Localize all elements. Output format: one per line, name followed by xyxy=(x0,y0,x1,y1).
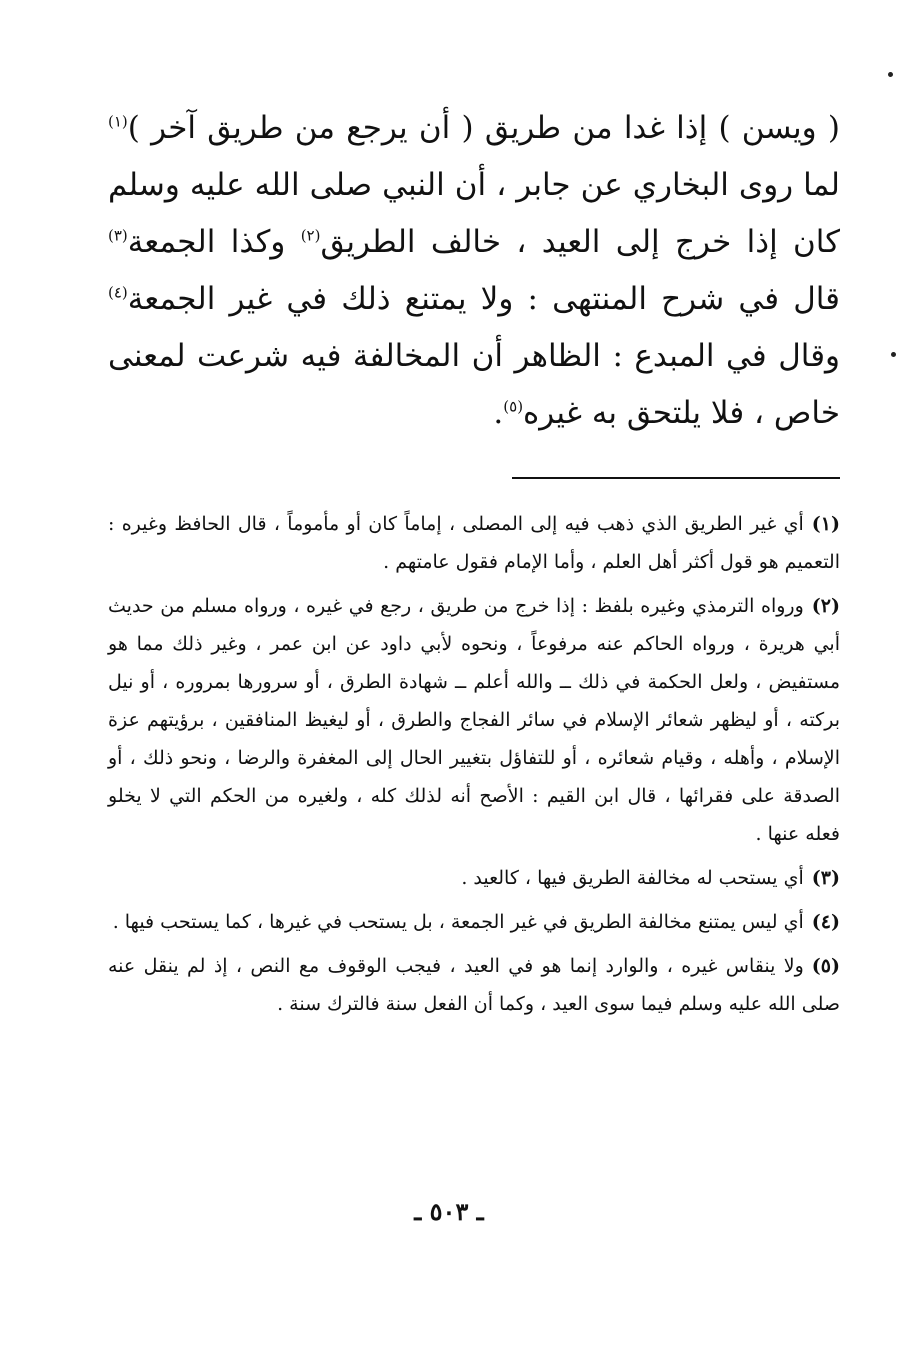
footnote xyxy=(108,903,840,941)
footnote-reference: (١) xyxy=(108,112,128,131)
scan-mark xyxy=(888,72,893,77)
footnotes xyxy=(108,505,840,1029)
main-paragraph xyxy=(108,100,840,442)
footnote-number: (٢) xyxy=(811,595,840,617)
footnote xyxy=(108,947,840,1023)
scan-mark xyxy=(891,352,896,357)
footnote-text: أي ليس يمتنع مخالفة الطريق في غير الجمعة ، بل يستحب في غيرها ، كما يستحب فيها . xyxy=(112,911,804,933)
footnote xyxy=(108,505,840,581)
footnote-number: (٤) xyxy=(811,911,840,933)
footnote xyxy=(108,859,840,897)
page-number: ـ ٥٠٣ ـ xyxy=(414,1197,484,1226)
footnote-reference: (٢) xyxy=(300,226,321,245)
footnote-separator xyxy=(512,477,840,479)
main-text-segment: ( ويسن ) إذا غدا من طريق ( أن يرجع من طريق آخر ) xyxy=(127,110,840,146)
footnote-text: أي غير الطريق الذي ذهب فيه إلى المصلى ، إماماً كان أو مأموماً ، قال الحافظ وغيره : التعميم هو قول أكثر أهل العلم ، وأما الإمام فقول عامتهم . xyxy=(108,513,840,573)
footnote-reference: (٣) xyxy=(108,226,128,245)
main-text-segment: لما روى البخاري عن جابر ، أن النبي صلى الله عليه وسلم كان إذا خرج إلى العيد ، خالف الطريق xyxy=(108,167,841,260)
main-text-segment: . xyxy=(493,395,504,431)
footnote-number: (١) xyxy=(811,513,840,535)
main-text-segment: قال في شرح المنتهى : ولا يمتنع ذلك في غير الجمعة xyxy=(127,281,840,317)
main-text-segment: وكذا الجمعة xyxy=(127,224,301,260)
main-text xyxy=(108,100,840,442)
main-text-segment: وقال في المبدع : الظاهر أن المخالفة فيه شرعت لمعنى خاص ، فلا يلتحق به غيره xyxy=(108,338,840,431)
footnote-number: (٥) xyxy=(811,955,840,977)
footnote-reference: (٤) xyxy=(108,283,128,302)
footnote-text: ورواه الترمذي وغيره بلفظ : إذا خرج من طريق ، رجع في غيره ، ورواه مسلم من حديث أبي هريرة ، ورواه الحاكم عنه مرفوعاً ، ونحوه لأبي داود عن ابن عمر ، وغير ذلك مما هو مستفيض ، ولعل الحكمة في ذلك ــ والله أعلم ــ شهادة الطرق ، أو سرورها بمروره ، أو نيل بركته ، أو ليظهر شعائر الإسلام في سائر الفجاج والطرق ، أو ليغيظ المنافقين ، برؤيتهم عزة الإسلام ، وأهله ، وقيام شعائره ، أو للتفاؤل بتغيير الحال إلى المغفرة والرضا ، ونحو ذلك ، أو الصدقة على فقرائها ، قال ابن القيم : الأصح أنه لذلك كله ، ولغيره من الحكم التي لا يخلو فعله عنها . xyxy=(108,595,840,845)
footnote-number: (٣) xyxy=(811,867,840,889)
footnote xyxy=(108,587,840,853)
footnote-text: ولا ينقاس غيره ، والوارد إنما هو في العيد ، فيجب الوقوف مع النص ، إذ لم ينقل عنه صلى الله عليه وسلم فيما سوى العيد ، وكما أن الفعل سنة فالترك سنة . xyxy=(108,955,840,1015)
footnote-text: أي يستحب له مخالفة الطريق فيها ، كالعيد . xyxy=(461,867,804,889)
footnote-reference: (٥) xyxy=(503,397,524,416)
